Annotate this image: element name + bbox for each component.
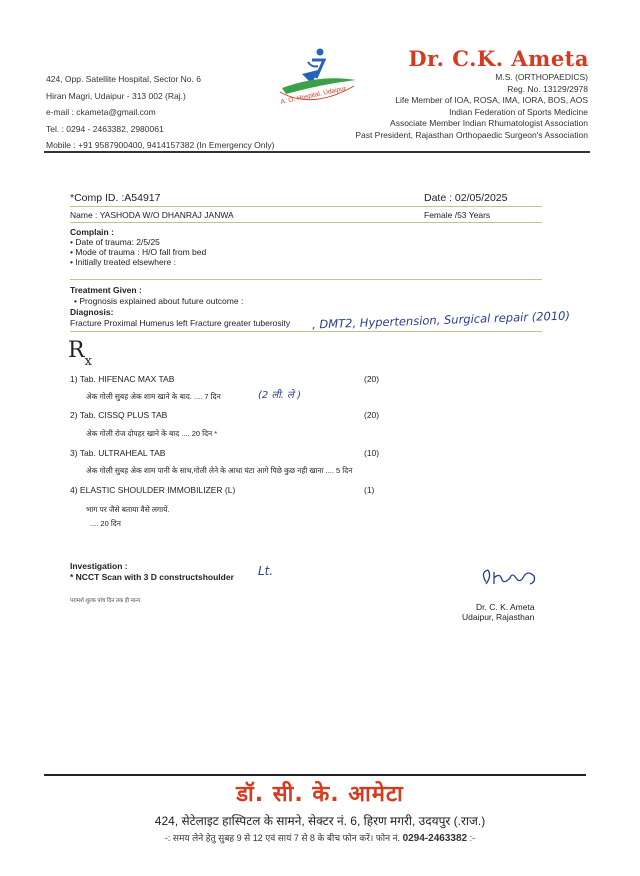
qualification-line: Life Member of IOA, ROSA, IMA, IORA, BOS, AOS bbox=[395, 95, 588, 105]
signature-scribble bbox=[476, 564, 546, 590]
footer-divider bbox=[44, 774, 586, 776]
advice-note: परामर्श शुल्क पांच दिन तक ही मान्य bbox=[70, 598, 141, 604]
complain-heading: Complain : bbox=[70, 227, 114, 237]
rx-glyph-r: R bbox=[68, 338, 85, 363]
medicine-instruction: भाग पर जैसे बताया वैसे लगायें. bbox=[86, 505, 170, 514]
hospital-logo bbox=[272, 44, 368, 112]
logo-caption: A. O. Hospital, Udaipur bbox=[279, 85, 347, 106]
doctor-qualifications bbox=[355, 72, 588, 141]
rx-symbol bbox=[68, 338, 92, 369]
treatment-item: • Prognosis explained about future outcome : bbox=[74, 296, 244, 306]
complain-item: • Date of trauma: 2/5/25 bbox=[70, 237, 160, 247]
qualification-line: Past President, Rajasthan Orthopaedic Surgeon's Association bbox=[355, 129, 588, 140]
address-line: 424, Opp. Satellite Hospital, Sector No. 6 bbox=[46, 74, 201, 84]
treatment-heading: Treatment Given : bbox=[70, 285, 142, 295]
medicine-instruction: अेक गोली सुबह अेक शाम खाने के बाद. .... 7 दिन bbox=[86, 392, 221, 401]
footer-timing-text: -: समय लेने हेतु सुबह 9 से 12 एवं सायं 7 से 8 के बीच फोन करें। फोन नं. bbox=[164, 833, 403, 843]
diagnosis-handwritten: , DMT2, Hypertension, Surgical repair (2010) bbox=[311, 308, 571, 332]
diagnosis-text: Fracture Proximal Humerus left Fracture greater tuberosity bbox=[70, 318, 291, 328]
rx-glyph-x: x bbox=[84, 354, 92, 369]
medicine-line: 1) Tab. HIFENAC MAX TAB bbox=[70, 374, 175, 384]
medicine-line: 4) ELASTIC SHOULDER IMMOBILIZER (L) bbox=[70, 485, 236, 495]
medicine-qty: (20) bbox=[364, 374, 380, 384]
comp-id: *Comp ID. :A54917 bbox=[70, 192, 161, 204]
footer-phone: 0294-2463382 bbox=[402, 833, 468, 844]
medicine-qty: (20) bbox=[364, 410, 380, 420]
signature-place: Udaipur, Rajasthan bbox=[462, 612, 535, 622]
qualification-line: M.S. (ORTHOPAEDICS) bbox=[495, 72, 588, 82]
patient-gender-age: Female /53 Years bbox=[424, 210, 491, 220]
patient-name: Name : YASHODA W/O DHANRAJ JANWA bbox=[70, 210, 234, 220]
medicine-line: 2) Tab. CISSQ PLUS TAB bbox=[70, 410, 168, 420]
mobile-line: Mobile : +91 9587900400, 9414157382 (In Emergency Only) bbox=[46, 140, 275, 150]
visit-date: Date : 02/05/2025 bbox=[424, 192, 508, 204]
tel-line: Tel. : 0294 - 2463382, 2980061 bbox=[46, 123, 164, 134]
qualification-line: Reg. No. 13129/2978 bbox=[507, 83, 588, 94]
footer-address: 424, सेटेलाइट हास्पिटल के सामने, सेक्टर नं. 6, हिरण मगरी, उदयपुर (.राज.) bbox=[154, 814, 486, 828]
divider bbox=[70, 331, 542, 332]
investigation-item: * NCCT Scan with 3 D constructshoulder bbox=[70, 572, 234, 582]
divider bbox=[70, 279, 542, 280]
address-line: Hiran Magri, Udaipur - 313 002 (Raj.) bbox=[46, 90, 186, 101]
medicine-instruction: अेक गोली सुबह अेक शाम पानी के साथ,गोली लेने के आधा घंटा आगे पिछे कुछ नही खाना .... 5 दिन bbox=[86, 466, 353, 475]
medicine-instruction: अेक गोली रोज दोपहर खाने के बाद .... 20 दिन * bbox=[86, 429, 218, 438]
header-divider bbox=[44, 151, 590, 153]
qualification-line: Indian Federation of Sports Medicine bbox=[449, 106, 588, 117]
medicine-qty: (10) bbox=[364, 448, 380, 458]
footer-timing bbox=[0, 831, 640, 844]
qualification-line: Associate Member Indian Rhumatologist Association bbox=[390, 118, 588, 128]
clinic-address bbox=[46, 71, 274, 154]
medicine-handwritten: (2 ली. ले ) bbox=[258, 390, 302, 401]
signature bbox=[476, 564, 546, 590]
diagnosis-heading: Diagnosis: bbox=[70, 307, 114, 317]
footer-timing-end: :- bbox=[467, 833, 476, 843]
doctor-name: Dr. C.K. Ameta bbox=[408, 46, 589, 71]
complain-item: • Initially treated elsewhere : bbox=[70, 257, 176, 267]
complain-item: • Mode of trauma : H/O fall from bed bbox=[70, 247, 207, 257]
email-line: e-mail : ckameta@gmail.com bbox=[46, 107, 156, 117]
medicine-line: 3) Tab. ULTRAHEAL TAB bbox=[70, 448, 166, 458]
footer-doctor-name: डॉ. सी. के. आमेटा bbox=[236, 782, 404, 807]
medicine-qty: (1) bbox=[364, 485, 375, 495]
divider bbox=[70, 206, 542, 207]
signature-name: Dr. C. K. Ameta bbox=[476, 602, 535, 612]
investigation-handwritten: Lt. bbox=[258, 564, 274, 578]
investigation-heading: Investigation : bbox=[70, 561, 128, 571]
medicine-instruction: .... 20 दिन bbox=[90, 519, 121, 528]
divider bbox=[70, 222, 542, 223]
